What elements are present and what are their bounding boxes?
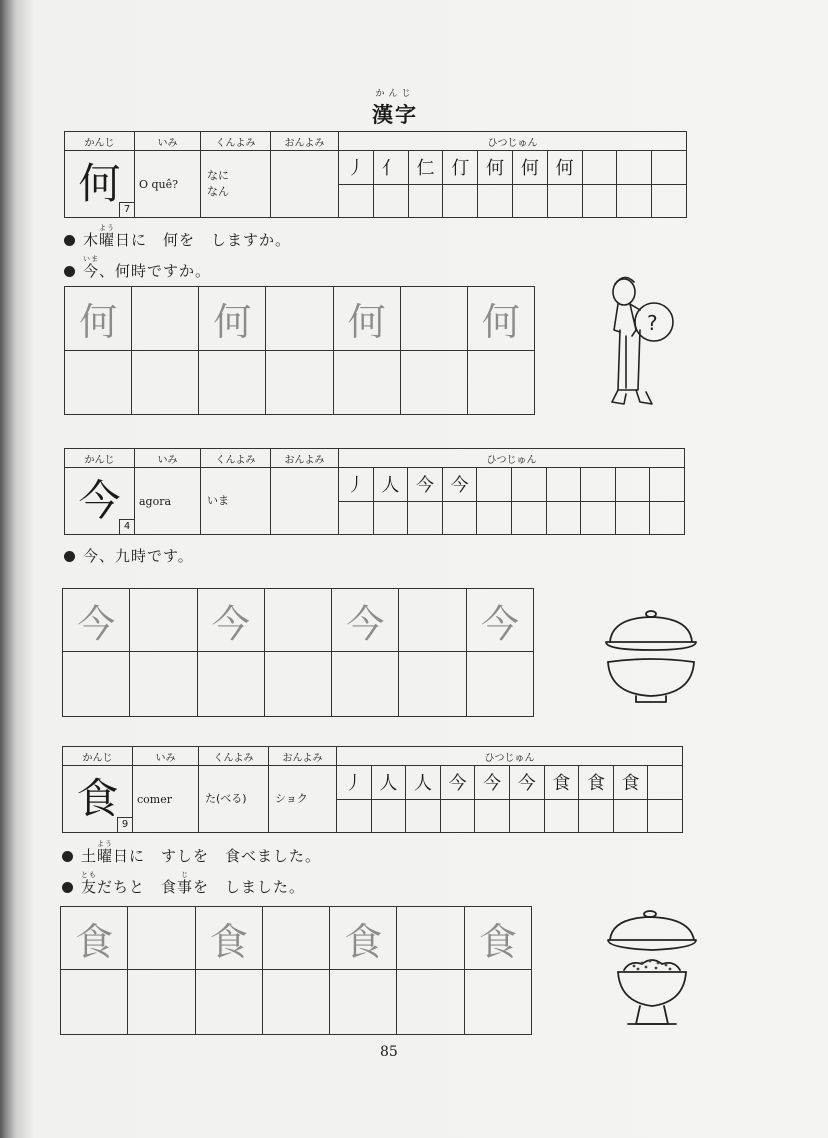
- stroke-practice-cell[interactable]: [582, 184, 617, 218]
- stroke-practice-cell[interactable]: [511, 501, 546, 535]
- header-imi: いみ: [133, 747, 199, 766]
- practice-cell[interactable]: [333, 351, 400, 415]
- header-kanji: かんじ: [65, 132, 135, 151]
- stroke-practice-cell[interactable]: [442, 501, 477, 535]
- stroke-order-cell: 食: [613, 766, 648, 800]
- page-title: 漢字: [372, 102, 418, 127]
- practice-model-cell[interactable]: 食: [61, 907, 128, 970]
- practice-model-cell[interactable]: 今: [332, 589, 399, 652]
- kunyomi-reading: いま: [207, 494, 229, 507]
- practice-cell[interactable]: [330, 970, 397, 1035]
- practice-model-cell[interactable]: 今: [466, 589, 533, 652]
- kanji-info-table-shoku: [62, 746, 683, 833]
- stroke-order-cell: [648, 766, 683, 800]
- stroke-practice-cell[interactable]: [337, 799, 372, 833]
- stroke-practice-cell[interactable]: [509, 799, 544, 833]
- practice-model-cell[interactable]: 今: [197, 589, 264, 652]
- stroke-order-cell: [511, 468, 546, 502]
- stroke-order-cell: 丿: [339, 468, 374, 502]
- stroke-order-cell: 亻: [373, 151, 408, 185]
- stroke-order-cell: [581, 468, 616, 502]
- kanji-character: 何: [78, 159, 121, 208]
- stroke-practice-cell[interactable]: [617, 184, 652, 218]
- stroke-order-cell: 今: [440, 766, 475, 800]
- bullet-icon: [64, 551, 75, 562]
- practice-cell[interactable]: [399, 589, 466, 652]
- stroke-practice-cell[interactable]: [406, 799, 441, 833]
- practice-model-cell[interactable]: 何: [199, 287, 266, 351]
- stroke-order-cell: 仁: [408, 151, 443, 185]
- header-kanji: かんじ: [63, 747, 133, 766]
- onyomi-cell: [271, 468, 339, 535]
- stroke-count: 7: [119, 202, 134, 217]
- stroke-practice-cell[interactable]: [512, 184, 547, 218]
- meaning-cell: O quê?: [135, 151, 201, 218]
- header-kunyomi: くんよみ: [201, 132, 271, 151]
- kunyomi-reading: なに: [207, 169, 229, 182]
- stroke-practice-cell[interactable]: [475, 799, 510, 833]
- stroke-practice-cell[interactable]: [581, 501, 616, 535]
- page-title-block: [340, 86, 450, 129]
- header-hitsujun: ひつじゅん: [339, 449, 685, 468]
- stroke-practice-cell[interactable]: [339, 501, 374, 535]
- bowl-of-rice-illustration: [600, 906, 710, 1036]
- practice-model-cell[interactable]: 何: [467, 287, 534, 351]
- header-imi: いみ: [135, 132, 201, 151]
- stroke-order-cell: [477, 468, 512, 502]
- practice-cell[interactable]: [400, 351, 467, 415]
- practice-model-cell[interactable]: 食: [330, 907, 397, 970]
- header-kunyomi: くんよみ: [199, 747, 269, 766]
- stroke-practice-cell[interactable]: [477, 501, 512, 535]
- header-hitsujun: ひつじゅん: [337, 747, 683, 766]
- practice-cell[interactable]: [397, 970, 464, 1035]
- header-kunyomi: くんよみ: [201, 449, 271, 468]
- example-sentence: 土曜よう日に すしを 食べました。: [62, 840, 321, 866]
- stroke-order-cell: 丿: [339, 151, 374, 185]
- practice-cell[interactable]: [397, 907, 464, 970]
- writing-practice-grid-shoku: [60, 906, 532, 1035]
- kanji-character: 食: [76, 774, 119, 823]
- stroke-order-cell: 丿: [337, 766, 372, 800]
- kanji-cell: [65, 151, 135, 218]
- kanji-cell: [65, 468, 135, 535]
- practice-model-cell[interactable]: 今: [63, 589, 130, 652]
- stroke-practice-cell[interactable]: [579, 799, 614, 833]
- stroke-order-cell: [650, 468, 685, 502]
- stroke-order-cell: 食: [544, 766, 579, 800]
- stroke-practice-cell[interactable]: [371, 799, 406, 833]
- stroke-order-cell: 人: [371, 766, 406, 800]
- svg-text:?: ?: [647, 311, 658, 335]
- example-sentence: 今いま、何時ですか。: [64, 255, 211, 281]
- stroke-practice-cell[interactable]: [373, 184, 408, 218]
- stroke-order-cell: [546, 468, 581, 502]
- stroke-practice-cell[interactable]: [652, 184, 687, 218]
- practice-cell[interactable]: [199, 351, 266, 415]
- header-onyomi: おんよみ: [271, 449, 339, 468]
- kanji-info-table-nani: [64, 131, 687, 218]
- stroke-order-cell: 食: [579, 766, 614, 800]
- stroke-practice-cell[interactable]: [547, 184, 582, 218]
- practice-cell[interactable]: [264, 589, 331, 652]
- practice-cell[interactable]: [467, 351, 534, 415]
- practice-cell[interactable]: [128, 970, 195, 1035]
- stroke-order-cell: 仃: [443, 151, 478, 185]
- kanji-cell: [63, 766, 133, 833]
- practice-cell[interactable]: [332, 652, 399, 717]
- stroke-order-cell: 何: [512, 151, 547, 185]
- practice-cell[interactable]: [399, 652, 466, 717]
- practice-cell[interactable]: [400, 287, 467, 351]
- stroke-practice-cell[interactable]: [615, 501, 650, 535]
- practice-cell[interactable]: [128, 907, 195, 970]
- bullet-icon: [62, 851, 73, 862]
- onyomi-cell: [271, 151, 339, 218]
- practice-cell[interactable]: [262, 970, 329, 1035]
- practice-model-cell[interactable]: 食: [195, 907, 262, 970]
- practice-cell[interactable]: [61, 970, 128, 1035]
- meaning-cell: comer: [133, 766, 199, 833]
- bullet-icon: [64, 266, 75, 277]
- stroke-practice-cell[interactable]: [373, 501, 408, 535]
- practice-cell[interactable]: [132, 287, 199, 351]
- practice-cell[interactable]: [266, 351, 333, 415]
- practice-cell[interactable]: [132, 351, 199, 415]
- stroke-count: 9: [117, 817, 132, 832]
- meaning-cell: agora: [135, 468, 201, 535]
- stroke-practice-cell[interactable]: [478, 184, 513, 218]
- stroke-order-cell: [617, 151, 652, 185]
- practice-model-cell[interactable]: 何: [65, 287, 132, 351]
- practice-cell[interactable]: [266, 287, 333, 351]
- writing-practice-grid-ima: [62, 588, 534, 717]
- stroke-practice-cell[interactable]: [440, 799, 475, 833]
- traveler-question-illustration: [596, 270, 696, 420]
- stroke-practice-cell[interactable]: [408, 501, 443, 535]
- stroke-count: 4: [119, 519, 134, 534]
- practice-cell[interactable]: [262, 907, 329, 970]
- stroke-practice-cell[interactable]: [339, 184, 374, 218]
- practice-cell[interactable]: [65, 351, 132, 415]
- example-sentence: 友ともだちと 食事じを しました。: [62, 871, 305, 897]
- kunyomi-cell: [201, 151, 271, 218]
- stroke-practice-cell[interactable]: [544, 799, 579, 833]
- writing-practice-grid-nani: [64, 286, 535, 415]
- stroke-practice-cell[interactable]: [443, 184, 478, 218]
- practice-cell[interactable]: [464, 970, 531, 1035]
- practice-cell[interactable]: [264, 652, 331, 717]
- title-ruby: かんじ: [375, 89, 415, 99]
- practice-cell[interactable]: [130, 652, 197, 717]
- stroke-order-cell: 今: [509, 766, 544, 800]
- header-onyomi: おんよみ: [269, 747, 337, 766]
- stroke-order-cell: 人: [373, 468, 408, 502]
- stroke-order-cell: 今: [475, 766, 510, 800]
- stroke-practice-cell[interactable]: [648, 799, 683, 833]
- practice-cell[interactable]: [63, 652, 130, 717]
- practice-model-cell[interactable]: 食: [464, 907, 531, 970]
- stroke-practice-cell[interactable]: [408, 184, 443, 218]
- practice-cell[interactable]: [197, 652, 264, 717]
- header-kanji: かんじ: [65, 449, 135, 468]
- stroke-order-cell: [582, 151, 617, 185]
- header-onyomi: おんよみ: [271, 132, 339, 151]
- stroke-practice-cell[interactable]: [546, 501, 581, 535]
- stroke-order-cell: 何: [547, 151, 582, 185]
- practice-cell[interactable]: [195, 970, 262, 1035]
- kanji-character: 今: [78, 476, 121, 525]
- page-number: 85: [380, 1044, 398, 1060]
- practice-model-cell[interactable]: 何: [333, 287, 400, 351]
- kanji-info-table-ima: [64, 448, 685, 535]
- rice-bowl-with-lid-illustration: [596, 608, 706, 708]
- stroke-practice-cell[interactable]: [650, 501, 685, 535]
- kunyomi-reading: た(べる): [205, 792, 247, 805]
- bullet-icon: [64, 235, 75, 246]
- bullet-icon: [62, 882, 73, 893]
- stroke-practice-cell[interactable]: [613, 799, 648, 833]
- header-hitsujun: ひつじゅん: [339, 132, 687, 151]
- example-sentence: 木曜よう日に 何を しますか。: [64, 224, 291, 250]
- stroke-order-cell: 人: [406, 766, 441, 800]
- stroke-order-cell: [652, 151, 687, 185]
- stroke-order-cell: 今: [408, 468, 443, 502]
- kunyomi-cell: [201, 468, 271, 535]
- stroke-order-cell: 今: [442, 468, 477, 502]
- stroke-order-cell: 何: [478, 151, 513, 185]
- example-sentence: 今、九時です。: [64, 545, 194, 566]
- practice-cell[interactable]: [466, 652, 533, 717]
- kunyomi-reading: なん: [207, 185, 229, 198]
- stroke-order-cell: [615, 468, 650, 502]
- header-imi: いみ: [135, 449, 201, 468]
- kunyomi-cell: [199, 766, 269, 833]
- onyomi-cell: ショク: [269, 766, 337, 833]
- practice-cell[interactable]: [130, 589, 197, 652]
